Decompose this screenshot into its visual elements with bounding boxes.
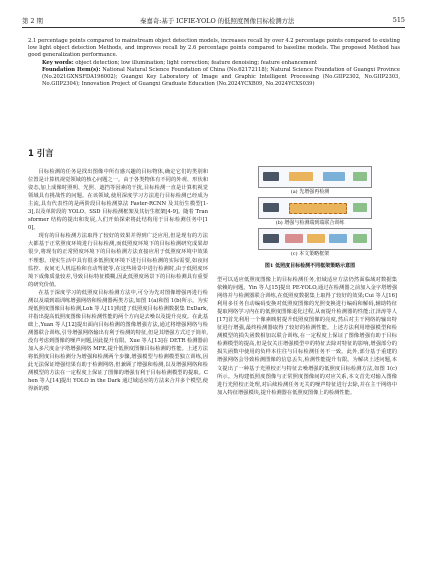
funding-label: Foundation Item(s): xyxy=(42,66,101,73)
figure-panel-b-caption: (b) 增强与检测端到端联合训练 xyxy=(275,220,345,226)
paragraph: 目标检测的任务是找出图像中所有感兴趣的目标物体,确定它们的类别和位置是计算机视觉领域的核心问题之一。由于各类物体有不同的外观、形状和姿态,加上成像时照明、光照、遮挡等因素的干扰,目标检测一直是计算机视觉领域具有挑战性的问题。在该领域,使用深度学习方法进行目标检测已经成为主流,具有代表性的是两阶段目标检测算法 Faster-RCNN 及其衍生模型[1-3],以及单阶段的 YOLO、SSD 目标检测框架及其衍生框架[4-9]。随着 Transformer 结构的提出和发展,人们开始探索将此结构用于目标检测任务中[10]。 xyxy=(28,169,208,232)
figure-panel-a-diagram xyxy=(258,166,372,188)
denoise-block xyxy=(307,234,325,243)
paragraph: 在基于深度学习的低照度目标检测方法中,可分为先对图像增强再进行检测以及端到端训练增强网络和检测器两类方法,如图 1(a)和图 1(b)所示。为实现低照度图像目标检测,Loh 等人[11]构建了低照度目标检测数据集 ExDark,并指出提高低照度图像目标检测性能的两个方向是去噪以及提升亮度。在此基础上,Yuan 等人[12]提出面向目标检测的图像增强方法,通过将增强网络与检测器联合训练,引导增强网络输出有利于检测的特征,但是其增强方式过于简单,没有考虑到图像的噪声问题,因此提升有限。Xue 等人[13]在 DETR 检测器前加入多尺度金字塔增强网络 MFE,提升低照度图像目标检测的性能。上述方法将低照度目标检测分为增强和检测两个步骤,增强模型与检测模型独立训练,因此无法保证增强结果有助于检测网络,但兼顾了增强和检测,以及增强网络和检测模型的方法在一定程度上保证了图像的增强有利于目标检测模型的提取。Chen 等人[14]提出 YOLO in the Dark 通过域适应的方法来合并多个模型,使得新的模 xyxy=(28,289,208,393)
figure-panel-a-caption: (a) 先增强再检测 xyxy=(290,189,330,195)
right-column xyxy=(217,276,397,397)
funding-text: National Natural Science Foundation of China (No.62172118); Natural Science Foundation of Guangxi Province (No.2021GXNSFDA196002); Guangxi Key Laboratory of Image and Graphic Intelligent Processing (No.GIIP2302, No.GIIP2303, No.GIIP2304); Innovation Project of Guangxi Graduate Education (No.2024YCXB09, No.2024YCXS039) xyxy=(42,66,401,88)
abstract-continued: 2.1 percentage points compared to mainstream object detection models, increases recall by over 4.2 percentage points compared to existing low light object detection Methods, and improves recall by 2.6 percentage points compared to baseline models. The proposed Method has good generalization performance. xyxy=(28,38,400,59)
joint-training-block xyxy=(289,203,347,214)
light-correction-block xyxy=(285,234,303,243)
keywords-text: object detection; low illumination; light correction; feature denoising; feature enhancement xyxy=(75,59,318,66)
result-block xyxy=(353,203,367,212)
page-number: 515 xyxy=(392,16,405,24)
figure-1 xyxy=(222,166,398,274)
detector-block xyxy=(329,234,347,243)
enhancement-block xyxy=(289,172,313,181)
result-block xyxy=(353,172,367,181)
section-heading: 1 引言 xyxy=(28,148,54,158)
header-rule xyxy=(22,27,405,28)
figure-panel-c-diagram xyxy=(258,228,372,250)
page-section-label: 第 2 期 xyxy=(22,17,43,25)
low-light-image-block xyxy=(263,203,279,212)
figure-panel-c-caption: (c) 本文策略框架 xyxy=(290,251,330,257)
detector-block xyxy=(323,172,345,181)
left-column xyxy=(28,168,208,393)
low-light-image-block xyxy=(263,172,279,181)
running-title: 秦嘉奇:基于 ICFIE-YOLO 的低照度图像目标检测方法 xyxy=(140,17,295,25)
english-abstract xyxy=(28,38,400,88)
paragraph: 现有的目标检测方法取得了较好的效果并得到广泛应用,但是现有的方法大都基于正常照度环境进行目标检测,而低照度环境下的目标检测研究成果却很少,将现有的正常照度环境下的目标检测方法直接应用于低照度环境中效果不理想。现实生活中具有很多低照度环境下进行目标检测的实际需要,如夜间监控、夜间无人机巡检和自动驾驶等,在这些场景中进行检测时,由于低照度环境下成像质量较差,导致目标特征模糊,因此低照度场景下的目标检测具有重要的研究价值。 xyxy=(28,233,208,288)
figure-caption: 图1 低照度目标检测不同框架策略示意图 xyxy=(264,263,356,269)
paragraph: 型可以适应低照度图像上的目标检测任务,但域适应方法仍然面临域对数据集依赖的问题。Yin 等人[15]提出 PE-YOLO,通过在检测器之前加入金字塔增强网络并与检测器联合训练,在低照度数据集上取得了较好的效果;Cui 等人[16]利用多任务自动编码变换对低照度图像的光照变换进行编码和解码,辅助特征提取网络学习内在的低照度图像退化过程,从而提升检测器的性能;江泽涛等人[17]首先利用一个像素映射提升低照度图像的亮度,然后对主干网络的输出特征进行增强,最终检测器取得了较好的检测性能。上述方法利用增强模型和检测模型的损失函数相加以联合训练,在一定程度上保证了图像增强有助于目标检测模型的提高,但是仅关注增强模型中的特征去除对特征的影响,增强部分的损失函数中使用的负样本往往与目标检测任务不一致。此外,部分基于重建的增强网络会导致检测图像的信息丢失,检测性能提升有限。为解决上述问题,本文提出了一种基于光照校正与特征去噪增强的低照度目标检测方法,如图 1(c)所示。为构建低照度图像与正常照度图像间的对应关系,本文首先对输入图像进行光照校正处理,对后续检测任务无关的噪声特征进行去除,并在主干网络中加入特征增强模块,提升检测器在低照度图像上的检测性能。 xyxy=(217,277,397,396)
running-header xyxy=(22,14,405,28)
result-block xyxy=(353,234,367,243)
keywords-label: Key words: xyxy=(42,59,74,66)
figure-panel-b-diagram xyxy=(258,197,372,219)
low-light-image-block xyxy=(263,234,279,243)
